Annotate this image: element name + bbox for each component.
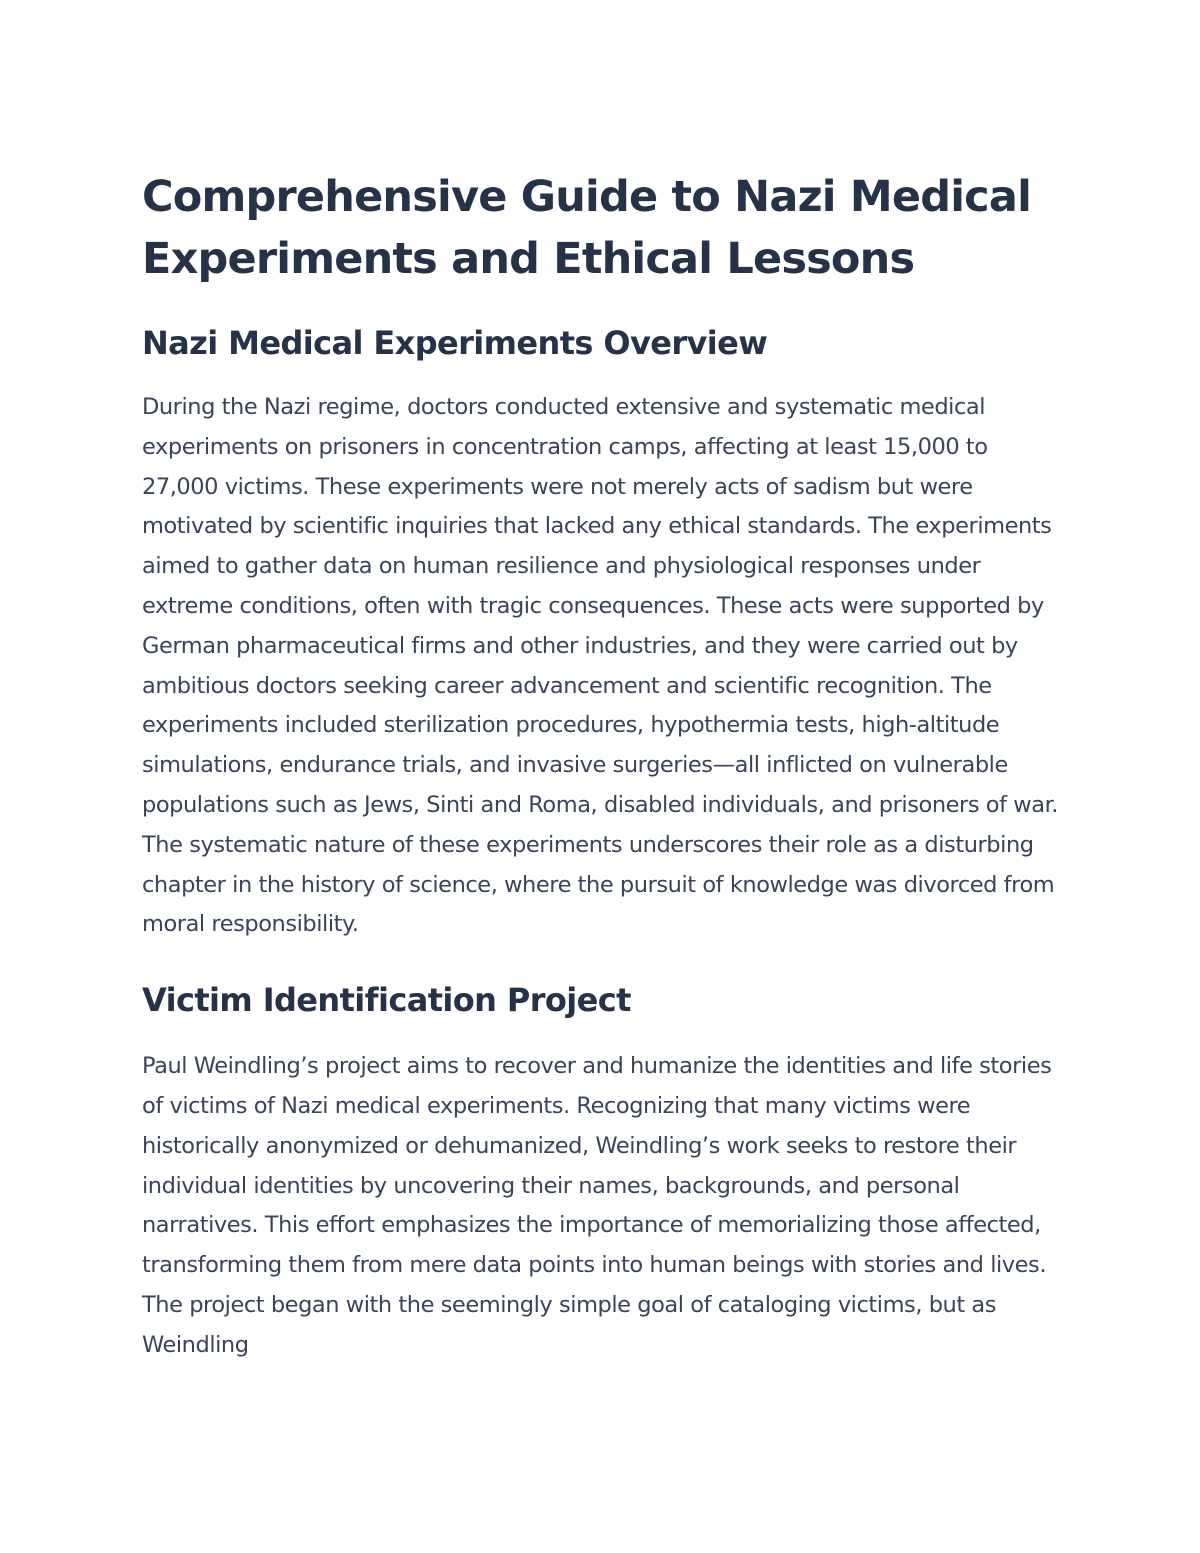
section-heading-overview: Nazi Medical Experiments Overview: [142, 324, 768, 362]
section-heading-victim-identification: Victim Identification Project: [142, 981, 631, 1020]
section-body-overview: During the Nazi regime, doctors conducted extensive and systematic medical experiments on prisoners in concentration camps, affecting at least 15,000 to 27,000 victims. These experiments were not merely acts of sadism but were motivated by scientific inquiries that lacked any ethical standards. The experiments aimed to gather data on human resilience and physiological responses under extreme conditions, often with tragic consequences. These acts were supported by German pharmaceutical firms and other industries, and they were carried out by ambitious doctors seeking career advancement and scientific recognition. The experiments included sterilization procedures, hypothermia tests, high-altitude simulations, endurance trials, and invasive surgeries—all inflicted on vulnerable populations such as Jews, Sinti and Roma, disabled individuals, and prisoners of war. The systematic nature of these experiments underscores their role as a disturbing chapter in the history of science, where the pursuit of knowledge was divorced from moral responsibility.: [142, 394, 1059, 938]
document-page: [142, 166, 1062, 1366]
section-body-victim-identification: Paul Weindling’s project aims to recover and humanize the identities and life stories of victims of Nazi medical experiments. Recognizing that many victims were historically anonymized or dehumanized, Weindling’s work seeks to restore their individual identities by uncovering their names, backgrounds, and personal narratives. This effort emphasizes the importance of memorializing those affected, transforming them from mere data points into human beings with stories and lives. The project began with the seemingly simple goal of cataloging victims, but as Weindling: [142, 1053, 1052, 1358]
document-title: Comprehensive Guide to Nazi Medical Experiments and Ethical Lessons: [142, 172, 1032, 284]
